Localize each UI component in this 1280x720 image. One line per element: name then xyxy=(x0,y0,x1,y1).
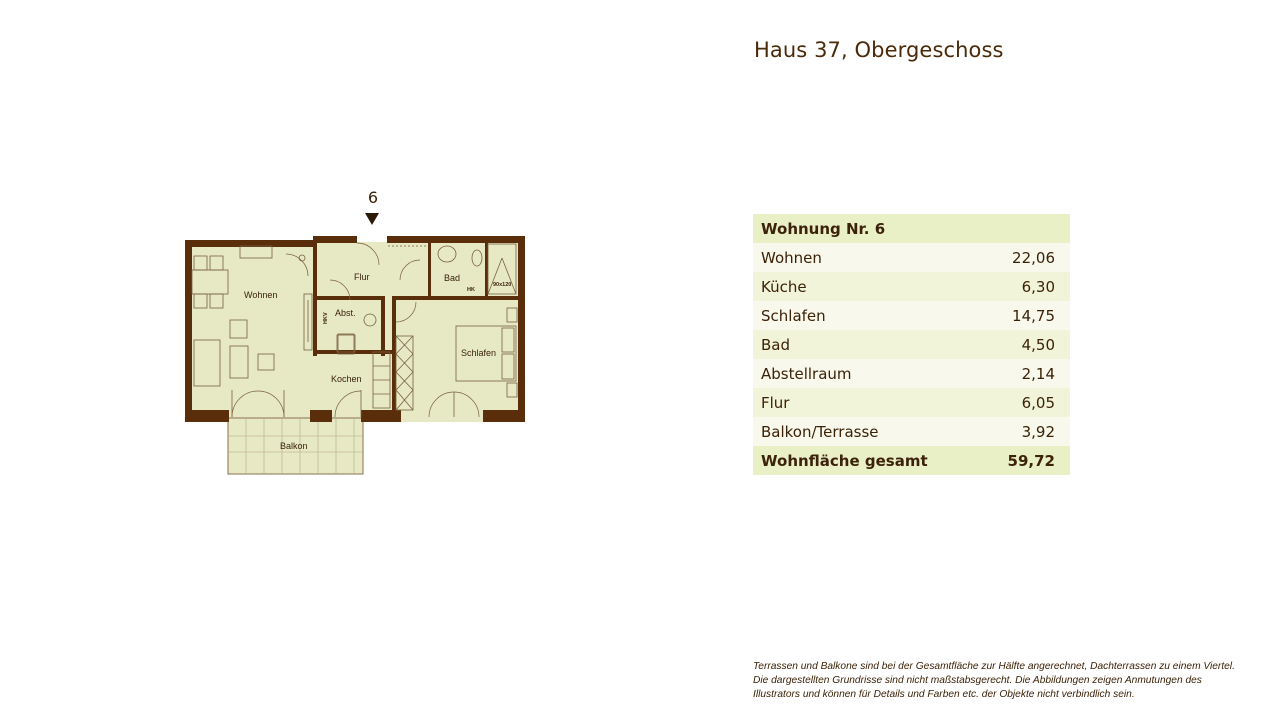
area-table-header xyxy=(753,214,1070,243)
table-row xyxy=(753,272,1070,301)
room-label-kochen: Kochen xyxy=(331,374,362,384)
room-area: 3,92 xyxy=(984,417,1070,446)
hk-label: HK xyxy=(467,287,475,293)
room-area: 6,05 xyxy=(984,388,1070,417)
table-row xyxy=(753,330,1070,359)
table-row xyxy=(753,388,1070,417)
hkv-label: HKV xyxy=(323,312,329,324)
entry-number: 6 xyxy=(367,188,379,207)
room-name: Schlafen xyxy=(753,301,984,330)
room-name: Flur xyxy=(753,388,984,417)
table-row xyxy=(753,301,1070,330)
room-label-bad: Bad xyxy=(444,273,461,283)
page-title: Haus 37, Obergeschoss xyxy=(754,38,1004,62)
room-label-abst: Abst. xyxy=(335,308,356,318)
room-area: 14,75 xyxy=(984,301,1070,330)
footnote-line: Die dargestellten Grundrisse sind nicht maßstabsgerecht. Die Abbildungen zeigen Anmutungen des xyxy=(753,675,1202,686)
room-area: 4,50 xyxy=(984,330,1070,359)
footnote-line: Illustrators und können für Details und Farben etc. der Objekte nicht verbindlich sein. xyxy=(753,689,1135,700)
room-name: Balkon/Terrasse xyxy=(753,417,984,446)
room-name: Abstellraum xyxy=(753,359,984,388)
room-name: Bad xyxy=(753,330,984,359)
floor-area xyxy=(187,242,525,422)
room-name: Küche xyxy=(753,272,984,301)
table-row xyxy=(753,417,1070,446)
entry-arrow-icon xyxy=(365,213,379,225)
total-value: 59,72 xyxy=(984,446,1070,475)
room-name: Wohnen xyxy=(753,243,984,272)
total-label: Wohnfläche gesamt xyxy=(753,446,984,475)
apartment-title: Wohnung Nr. 6 xyxy=(753,214,1070,243)
room-area: 2,14 xyxy=(984,359,1070,388)
room-label-wohnen: Wohnen xyxy=(244,290,278,300)
room-area: 22,06 xyxy=(984,243,1070,272)
table-row xyxy=(753,243,1070,272)
table-row xyxy=(753,359,1070,388)
room-label-schlafen: Schlafen xyxy=(461,348,497,358)
room-label-flur: Flur xyxy=(354,272,370,282)
shower-size-label: 90x120 xyxy=(493,282,512,288)
room-label-balkon: Balkon xyxy=(280,441,308,451)
room-area: 6,30 xyxy=(984,272,1070,301)
total-row xyxy=(753,446,1070,475)
floor-plan xyxy=(180,230,530,480)
footnote-line: Terrassen und Balkone sind bei der Gesamtfläche zur Hälfte angerechnet, Dachterrassen zu einem Viertel. xyxy=(753,661,1235,672)
area-table xyxy=(753,214,1070,475)
footnote xyxy=(753,660,1273,702)
